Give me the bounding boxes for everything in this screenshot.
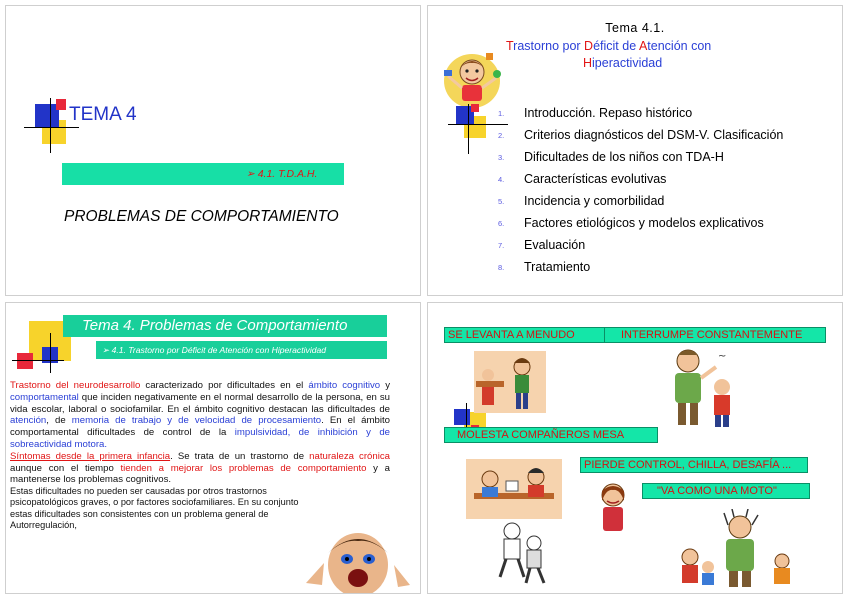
deco-square-blue [454,409,470,425]
cartoon-kids-running-illustration [490,517,554,587]
slide-4 [427,302,843,594]
slide-1-subtitle: PROBLEMAS DE COMPORTAMIENTO [64,208,339,225]
slide-3-subtitle: ➢ 4.1. Trastorno por Déficit de Atención con Hiperactividad [102,345,327,355]
label-interrumpe: INTERRUMPE CONSTANTEMENTE [604,327,826,343]
slide-1-title: TEMA 4 [69,104,137,125]
list-item: 1. Introducción. Repaso histórico [498,106,693,120]
list-item: 6. Factores etiológicos y modelos explicativos [498,216,764,230]
topic-list [498,102,783,278]
slide-3 [5,302,421,594]
slide-1 [5,5,421,296]
cartoon-man-pointing-illustration [660,345,742,429]
slide-2-heading-line3: Hiperactividad [583,56,663,70]
list-item: 4. Características evolutivas [498,172,667,186]
label-molesta: MOLESTA COMPAÑEROS MESA [444,427,658,443]
list-item: 8. Tratamiento [498,260,591,274]
child-screaming-photo [302,523,414,593]
slide-3-body: Trastorno del neurodesarrollo caracterizado por dificultades en el ámbito cognitivo y comportamental que inciden negativamente en el normal desarrollo de la persona, en su vida escolar, laboral o sociofamilar. En el ámbito cognitivo destacan las dificultades de atención, de memoria de trabajo y de velocidad de procesamiento. En el ámbito comportamental dificultades de control de la impulsividad, de inhibición y de sobreactividad motora. Síntomas desde la primera infancia. Se trata de un trastorno de naturaleza crónica aunque con el tiempo tienden a mejorar los problemas de comportamiento y a mantenerse los problemas cognitivos. Estas dificultades no pueden ser causadas por otros trastornos psicopatológicos graves, o por factores sociofamiliares. En su conjunto estas dificultades son consistentes con un problema general de Autorregulación, [10,380,391,531]
label-se-levanta: SE LEVANTA A MENUDO [444,327,606,343]
svg-text:~: ~ [718,351,727,362]
deco-square-red [56,99,66,110]
slide-3-paragraph-3: Estas dificultades no pueden ser causadas por otros trastornos psicopatológicos graves, o por factores sociofamiliares. En su conjunto estas dificultades son consistentes con un problema general de Autorregulación, [10,486,299,531]
deco-vline [468,104,469,154]
deco-vline [50,333,51,373]
cartoon-classroom-kids-illustration [466,459,562,519]
deco-square-red [471,104,479,112]
list-item: 2. Criterios diagnósticos del DSM-V. Clasificación [498,128,784,142]
deco-hline [24,127,79,128]
slide-2-heading-line2: Trastorno por Déficit de Atención con [506,39,712,53]
list-item: 3. Dificultades de los niños con TDA-H [498,150,724,164]
slide-1-bar-label: ➢ 4.1. T.D.A.H. [246,168,318,180]
deco-square-red [17,353,33,369]
list-item: 7. Evaluación [498,238,586,252]
list-item: 5. Incidencia y comorbilidad [498,194,665,208]
cartoon-child-crying-illustration [594,481,632,537]
cartoon-adult-with-children-illustration [672,509,802,589]
deco-hline [12,360,64,361]
deco-vline [50,98,51,153]
slide-2-heading-line1: Tema 4.1. [605,21,665,35]
label-va-como-una-moto: "VA COMO UNA MOTO" [642,483,810,499]
cartoon-boy-juggling-illustration [442,48,502,110]
cartoon-kid-standing-illustration [474,351,546,413]
slide-2 [427,5,843,296]
label-pierde-control: PIERDE CONTROL, CHILLA, DESAFÍA ... [580,457,808,473]
slide-3-title: Tema 4. Problemas de Comportamiento [82,317,348,334]
